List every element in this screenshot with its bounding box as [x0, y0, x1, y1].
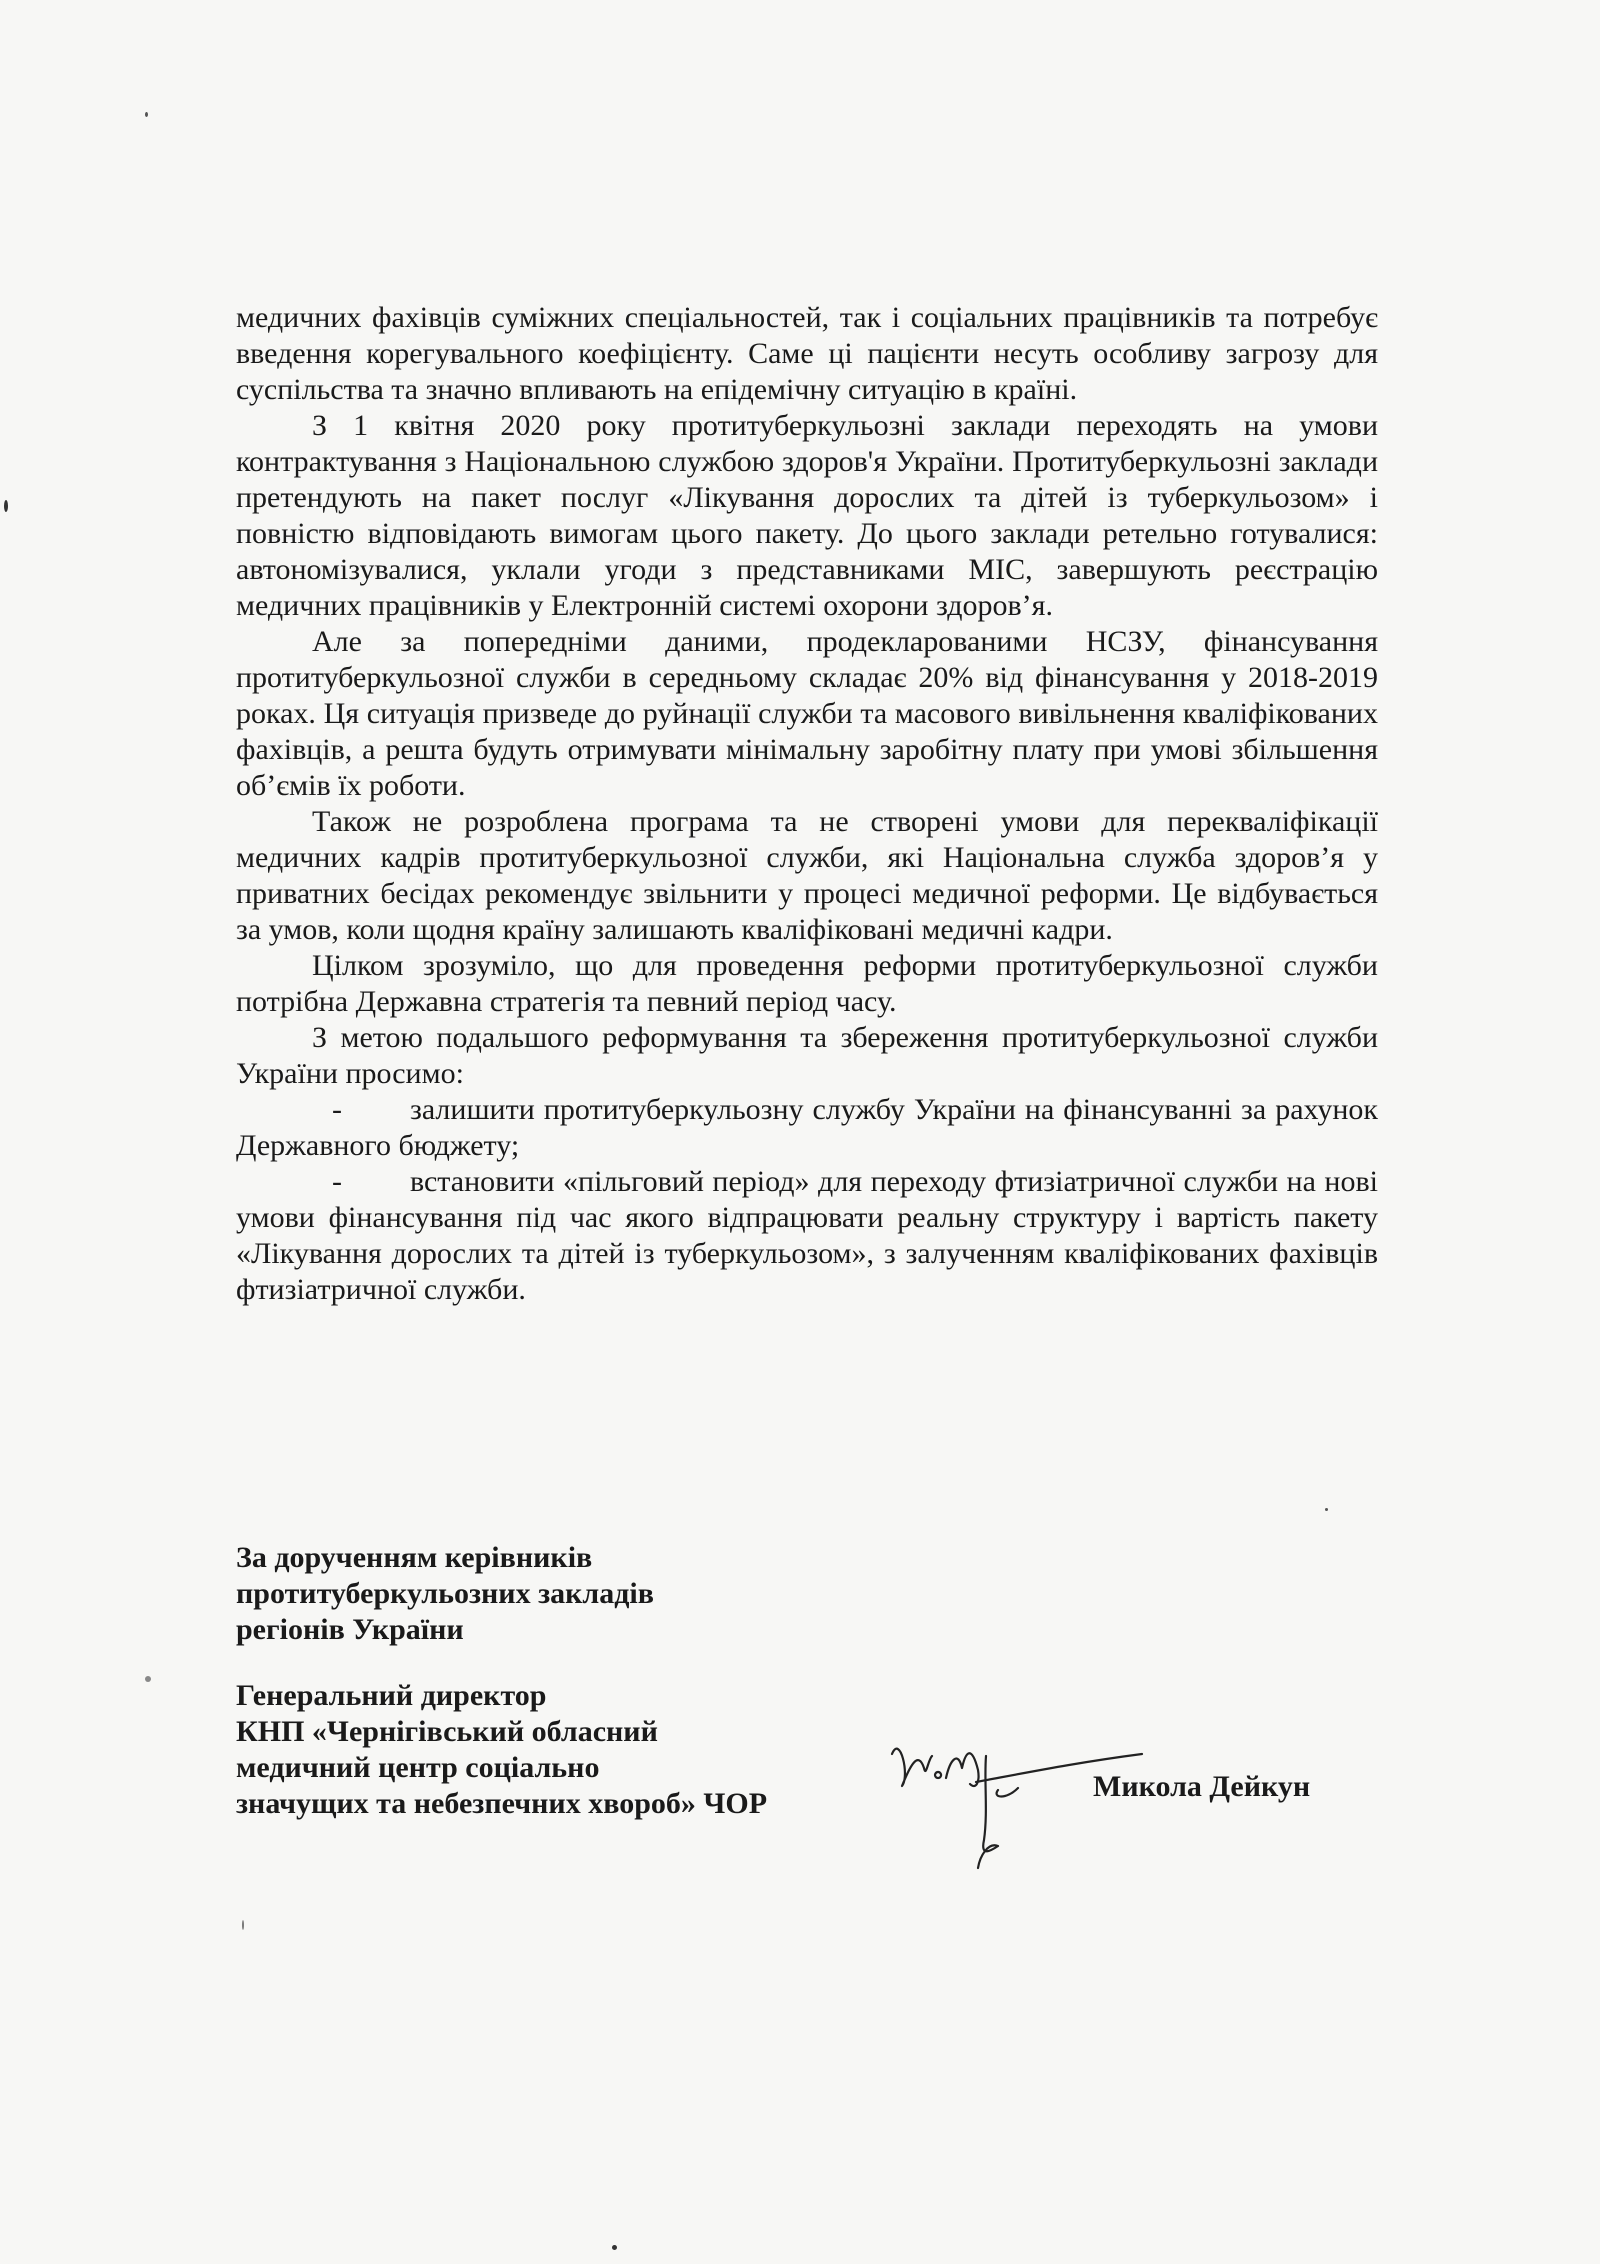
mandate-line: протитуберкульозних закладів	[236, 1577, 654, 1610]
paragraph: Цілком зрозуміло, що для проведення реформи протитуберкульозної служби потрібна Державна стратегія та певний період часу.	[236, 949, 1378, 1018]
paragraph: Але за попередніми даними, продекларованими НСЗУ, фінансування протитуберкульозної служби в середньому складає 20% від фінансування у 2018-2019 роках. Ця ситуація призведе до руйнації служби та масового вивільнення кваліфікованих фахівців, а решта будуть отримувати мінімальну заробітну плату при умові збільшення об’ємів їх роботи.	[236, 625, 1378, 802]
signature-block	[236, 1540, 1436, 1852]
signer-name: Микола Дейкун	[1093, 1770, 1311, 1803]
position-line: медичний центр соціально	[236, 1751, 600, 1784]
request-list-item	[236, 1092, 1378, 1164]
position-line: Генеральний директор	[236, 1679, 547, 1712]
bullet-marker: -	[332, 1165, 342, 1198]
paragraph: Також не розроблена програма та не створені умови для перекваліфікації медичних кадрів протитуберкульозної служби, які Національна служба здоров’я у приватних бесідах рекомендує звільнити у процесі медичної реформи. Це відбувається за умов, коли щодня країну залишають кваліфіковані медичні кадри.	[236, 805, 1378, 946]
bullet-marker: -	[332, 1093, 342, 1126]
mandate-line: За дорученням керівників	[236, 1541, 593, 1574]
scan-speck	[4, 500, 8, 512]
position-line: значущих та небезпечних хвороб» ЧОР	[236, 1787, 768, 1820]
bullet-text: залишити протитуберкульозну службу України на фінансуванні за рахунок Державного бюджету;	[236, 1093, 1378, 1162]
scan-speck	[242, 1920, 244, 1930]
paragraph: медичних фахівців суміжних спеціальностей, так і соціальних працівників та потребує введення корегувального коефіцієнту. Саме ці пацієнти несуть особливу загрозу для суспільства та значно впливають на епідемічну ситуацію в країні.	[236, 301, 1378, 406]
mandate-text	[236, 1540, 1436, 1648]
bullet-text: встановити «пільговий період» для переходу фтизіатричної служби на нові умови фінансування під час якого відпрацювати реальну структуру і вартість пакету «Лікування дорослих та дітей із туберкульозом», з залученням кваліфікованих фахівців фтизіатричної служби.	[236, 1165, 1378, 1306]
paragraph: З 1 квітня 2020 року протитуберкульозні заклади переходять на умови контрактування з Національною службою здоров'я України. Протитуберкульозні заклади претендують на пакет послуг «Лікування дорослих та дітей із туберкульозом» і повністю відповідають вимогам цього пакету. До цього заклади ретельно готувалися: автономізувалися, уклали угоди з представниками МІС, завершують реєстрацію медичних працівників у Електронній системі охорони здоров’я.	[236, 409, 1378, 622]
scan-speck	[1325, 1508, 1328, 1511]
scan-speck	[145, 1676, 151, 1682]
scan-speck	[612, 2245, 617, 2250]
paragraph: З метою подальшого реформування та збереження протитуберкульозної служби України просимо:	[236, 1021, 1378, 1090]
letter-body	[236, 300, 1378, 1308]
position-line: КНП «Чернігівський обласний	[236, 1715, 658, 1748]
request-list-item	[236, 1164, 1378, 1308]
mandate-line: регіонів України	[236, 1613, 464, 1646]
scan-speck	[145, 112, 148, 117]
